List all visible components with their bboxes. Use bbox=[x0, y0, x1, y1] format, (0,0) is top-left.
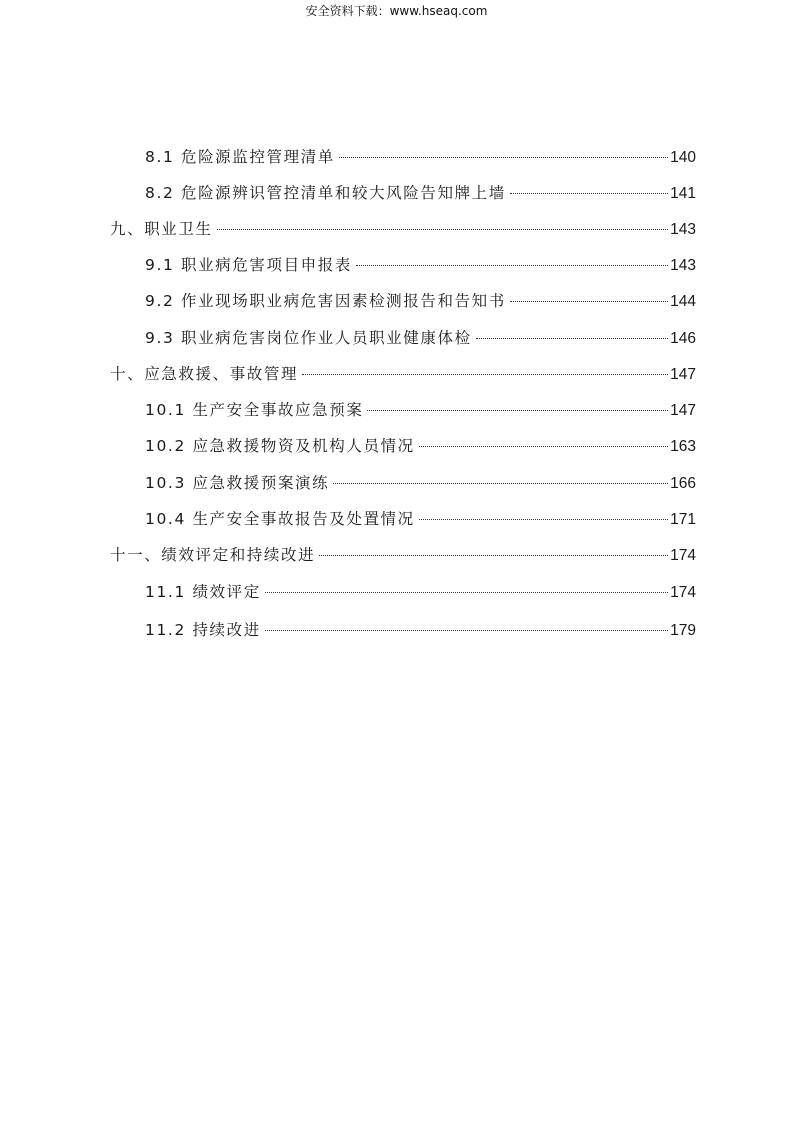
toc-entry-label: 9.2 作业现场职业病危害因素检测报告和告知书 bbox=[145, 292, 506, 310]
toc-page-number: 140 bbox=[670, 149, 696, 166]
toc-entry[interactable] bbox=[145, 147, 696, 167]
toc-entry-label: 十一、绩效评定和持续改进 bbox=[110, 546, 316, 564]
toc-entry-label: 8.1 危险源监控管理清单 bbox=[145, 148, 335, 166]
toc-dot-leader bbox=[510, 193, 668, 194]
toc-page-number: 147 bbox=[670, 366, 696, 383]
toc-entry-label: 11.1 绩效评定 bbox=[145, 583, 261, 601]
toc-page-number: 163 bbox=[670, 438, 696, 455]
toc-entry-label: 9.3 职业病危害岗位作业人员职业健康体检 bbox=[145, 329, 472, 347]
toc-entry-label: 11.2 持续改进 bbox=[145, 621, 261, 639]
toc-page-number: 171 bbox=[670, 511, 696, 528]
toc-page-number: 143 bbox=[670, 221, 696, 238]
toc-entry[interactable] bbox=[145, 473, 696, 493]
toc-entry[interactable] bbox=[145, 436, 696, 456]
toc-entry[interactable] bbox=[145, 582, 696, 602]
toc-entry[interactable] bbox=[110, 545, 696, 565]
toc-page-number: 141 bbox=[670, 185, 696, 202]
toc-entry-label: 10.1 生产安全事故应急预案 bbox=[145, 401, 364, 419]
toc-entry[interactable] bbox=[145, 620, 696, 640]
toc-entry[interactable] bbox=[145, 255, 696, 275]
toc-entry-label: 10.2 应急救援物资及机构人员情况 bbox=[145, 437, 415, 455]
toc-entry[interactable] bbox=[145, 183, 696, 203]
toc-entry-label: 九、职业卫生 bbox=[110, 220, 213, 238]
toc-entry[interactable] bbox=[145, 328, 696, 348]
toc-page-number: 146 bbox=[670, 330, 696, 347]
toc-page-number: 147 bbox=[670, 402, 696, 419]
toc-dot-leader bbox=[419, 446, 668, 447]
toc-entry-label: 9.1 职业病危害项目申报表 bbox=[145, 256, 352, 274]
toc-dot-leader bbox=[367, 410, 668, 411]
toc-page-number: 143 bbox=[670, 257, 696, 274]
toc-dot-leader bbox=[302, 374, 668, 375]
toc-page-number: 144 bbox=[670, 293, 696, 310]
toc-page-number: 179 bbox=[670, 622, 696, 639]
toc-page-number: 174 bbox=[670, 547, 696, 564]
toc-dot-leader bbox=[510, 301, 668, 302]
toc-dot-leader bbox=[319, 555, 668, 556]
toc-dot-leader bbox=[339, 157, 668, 158]
toc-page-number: 166 bbox=[670, 475, 696, 492]
toc-dot-leader bbox=[333, 483, 668, 484]
toc-entry[interactable] bbox=[110, 219, 696, 239]
toc-dot-leader bbox=[217, 229, 669, 230]
toc-dot-leader bbox=[265, 630, 668, 631]
toc-entry-label: 10.3 应急救援预案演练 bbox=[145, 474, 330, 492]
toc-dot-leader bbox=[419, 519, 668, 520]
toc-dot-leader bbox=[356, 265, 668, 266]
page-header: 安全资料下载：www.hseaq.com bbox=[305, 4, 488, 18]
toc-entry[interactable] bbox=[145, 400, 696, 420]
toc-dot-leader bbox=[265, 592, 668, 593]
toc-entry[interactable] bbox=[145, 291, 696, 311]
toc-entry-label: 10.4 生产安全事故报告及处置情况 bbox=[145, 510, 415, 528]
toc-entry-label: 8.2 危险源辨识管控清单和较大风险告知牌上墙 bbox=[145, 184, 506, 202]
toc-page-number: 174 bbox=[670, 584, 696, 601]
toc-entry[interactable] bbox=[145, 509, 696, 529]
toc-entry[interactable] bbox=[110, 364, 696, 384]
toc-entry-label: 十、应急救援、事故管理 bbox=[110, 365, 299, 383]
toc-dot-leader bbox=[476, 338, 668, 339]
